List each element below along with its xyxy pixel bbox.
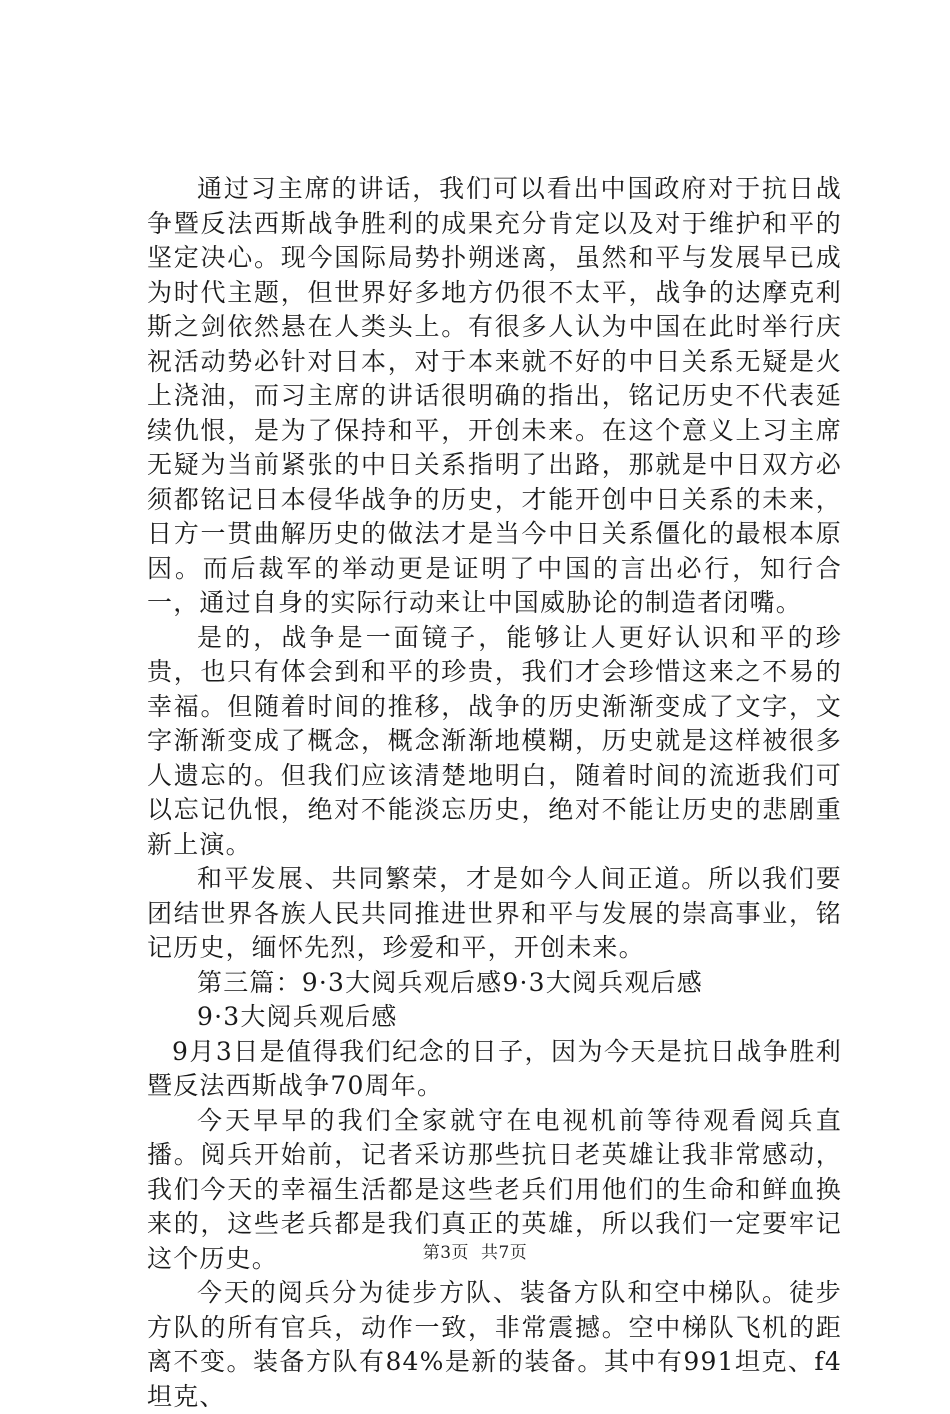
paragraph-peace-development: 和平发展、共同繁荣，才是如今人间正道。所以我们要团结世界各族人民共同推进世界和平与发展的崇高事业，铭记历史，缅怀先烈，珍爱和平，开创未来。 — [147, 864, 842, 962]
paragraph-war-mirror: 是的，战争是一面镜子，能够让人更好认识和平的珍贵，也只有体会到和平的珍贵，我们才会珍惜这来之不易的幸福。但随着时间的推移，战争的历史渐渐变成了文字，文字渐渐变成了概念，概念渐渐地模糊，历史就是这样被很多人遗忘的。但我们应该清楚地明白，随着时间的流逝我们可以忘记仇恨，绝对不能淡忘历史，绝对不能让历史的悲剧重新上演。 — [147, 622, 842, 859]
paragraph-parade-formations: 今天的阅兵分为徒步方队、装备方队和空中梯队。徒步方队的所有官兵，动作一致，非常震撼。空中梯队飞机的距离不变。装备方队有84%是新的装备。其中有991坦克、f4坦克、 — [147, 1278, 842, 1411]
paragraph-speech-analysis: 通过习主席的讲话，我们可以看出中国政府对于抗日战争暨反法西斯战争胜利的成果充分肯定以及对于维护和平的坚定决心。现今国际局势扑朔迷离，虽然和平与发展早已成为时代主题，但世界好多地方仍很不太平，战争的达摩克利斯之剑依然悬在人类头上。有很多人认为中国在此时举行庆祝活动势必针对日本，对于本来就不好的中日关系无疑是火上浇油，而习主席的讲话很明确的指出，铭记历史不代表延续仇恨，是为了保持和平，开创未来。在这个意义上习主席无疑为当前紧张的中日关系指明了出路，那就是中日双方必须都铭记日本侵华战争的历史，才能开创中日关系的未来，日方一贯曲解历史的做法才是当今中日关系僵化的最根本原因。而后裁军的举动更是证明了中国的言出必行，知行合一，通过自身的实际行动来让中国威胁论的制造者闭嘴。 — [147, 174, 842, 617]
paragraph-watching-parade: 今天早早的我们全家就守在电视机前等待观看阅兵直播。阅兵开始前，记者采访那些抗日老英雄让我非常感动，我们今天的幸福生活都是这些老兵们用他们的生命和鲜血换来的，这些老兵都是我们真正的英雄，所以我们一定要牢记这个历史。 — [147, 1105, 842, 1273]
page-number: 第3页 — [422, 1243, 470, 1263]
page-footer — [0, 1238, 950, 1263]
page-total: 共7页 — [480, 1243, 528, 1263]
section-heading: 第三篇：9·3大阅兵观后感9·3大阅兵观后感 — [197, 967, 703, 997]
article-title: 9·3大阅兵观后感 — [197, 1002, 398, 1031]
paragraph-sept-3: 9月3日是值得我们纪念的日子，因为今天是抗日战争胜利暨反法西斯战争70周年。 — [147, 1036, 842, 1100]
document-body — [147, 172, 842, 1414]
